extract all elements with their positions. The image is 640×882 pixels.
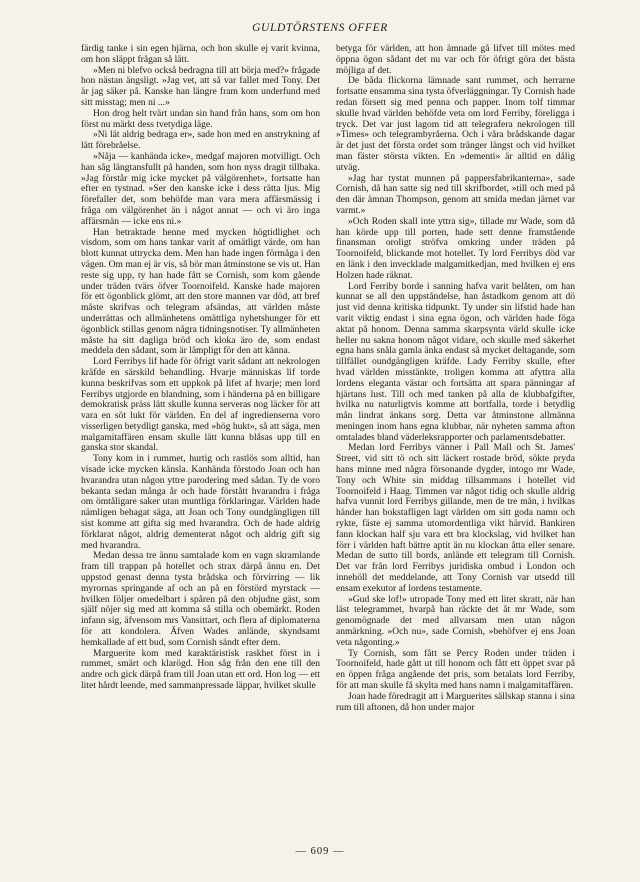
paragraph: Medan dessa tre ännu samtalade kom en vagn skramlande fram till trappan på hotellet och strax därpå ännu en. Det uppstod genast denna tysta brådska och förvirring — lik myrornas springande af och an på en förstörd myrstack — hvilken följer omedelbart i spåren på den objudne gäst, som själf nöjer sig med att komma så stilla och obemärkt. Roden infann sig, äfvensom mrs Vansittart, och flera af diplomaterna för att kondolera. Äfven Wades anlände, skyndsamt hemkallade af ett bud, som Cornish sändt efter dem. — [81, 550, 320, 648]
page-number: — 609 — — [295, 846, 345, 857]
paragraph: Medan lord Ferribys vänner i Pall Mall och St. James' Street, vid sitt tö och sitt läckert rostade bröd, sökte pryda hans minne med några försonande dygder, intogo mr Wade, Tony och White sin middag tillsammans i hotellet vid Toornoifeld i Haag. Timmen var något tidig och skulle aldrig hafva vunnit lord Ferribys gillande, men de tre män, i hvilkas händer han bokstafligen lagt världen om sitt goda namn och rykte, fäste ej samma utomordentliga vikt härvid. Bankiren fann klockan half sju vara ett bra klockslag, vid hvilket han förr i världen haft bättre aptit än nu klockan åtta eller senare. Medan de sutto till bords, anlände ett telegram till Cornish. Det var från lord Ferribys juridiska ombud i London och innehöll det meddelande, att Tony Cornish var utsedd till ensam exekutor af lordens testamente. — [336, 442, 575, 594]
left-column — [81, 44, 320, 837]
right-column — [336, 44, 575, 837]
paragraph: »Nåja — kanhända icke», medgaf majoren motvilligt. Och han såg längtansfullt på handen, som hon nyss dragit tillbaka. »Jag förstår mig icke mycket på välgörenhet», fortsatte han efter en tystnad. »Ser den kanske icke i dess rätta ljus. Mig förefaller det, som behöfde man vara mera affärsmässig i fråga om välgörenhet än i något annat — och vi äro inga affärsmän — icke ens ni.» — [81, 150, 320, 227]
paragraph: Ty Cornish, som fått se Percy Roden under träden i Toornoifeld, hade gått ut till honom och fått ett öppet svar på en öppen fråga angående det pris, som betalats lord Ferriby, för att man skulle få skylta med hans namn i malgamitaffären. — [336, 647, 575, 692]
text-columns — [81, 44, 575, 837]
paragraph: Joan hade föredragit att i Marguerites sällskap stanna i sina rum till aftonen, då hon under major — [336, 690, 575, 713]
paragraph: Hon drog helt tvärt undan sin hand från hans, som om hon först nu märkt dess tvetydiga läge. — [81, 107, 320, 130]
paragraph: Tony kom in i rummet, hurtig och rastlös som alltid, han visade icke mycken känsla. Kanhända förstodo Joan och han hvarandra utan någon yttre parodering med sådan. Ty de voro bekanta sedan många år och hade förstått hvarandra i fråga om ömtåligare saker utan muntliga förklaringar. Världen hade nämligen behagat säga, att Joan och Tony oundgängligen till sist komme att gifta sig med hvarandra. Och de hade aldrig förklarat något, aldrig dementerat något och aldrig gift sig med hvarandra. — [81, 453, 320, 551]
paragraph: »Jag har tystat munnen på pappersfabrikanterna», sade Cornish, då han satte sig ned till skrifbordet, »till och med på den där ämnan Thompson, genom att smida medan järnet var varmt.» — [336, 172, 575, 216]
page-header: GULDTÖRSTENS OFFER — [252, 22, 388, 34]
paragraph: färdig tanke i sin egen hjärna, och hon skulle ej varit kvinna, om hon släppt frågan så lätt. — [81, 44, 320, 65]
paragraph: »Men ni blefvo också bedragna till att börja med?» frågade hon nästan ängsligt. »Jag vet, att så var fallet med Tony. Det är jag säker på. Kanske han längre fram kom underfund med sitt misstag; men ni ...» — [81, 64, 320, 108]
paragraph: Marguerite kom med karaktäristisk raskhet först in i rummet, smärt och klarögd. Hon såg från den ene till den andre och gick därpå fram till Joan utan ett ord. Hon log — ett litet hårdt leende, med sammanpressade läppar, hvilket skulle — [81, 647, 320, 692]
paragraph: De båda flickorna lämnade sant rummet, och herrarne fortsatte ensamma sina tysta öfverläggningar. Ty Cornish hade redan försett sig med penna och papper. Inom tolf timmar skulle hvad världen behöfde veta om lord Ferriby, föreligga i tryck. Det var just lagom tid att telegrafera nekrologen till »Times» och telegrambyråerna. Och i våra brådskande dagar är det just det första ordet som tränger längst och vid hvilket man fäster största vikten. En »dementi» är alltid en dålig utväg. — [336, 75, 575, 173]
paragraph: Lord Ferriby borde i sanning hafva varit belåten, om han kunnat se all den uppståndelse, han åstadkom genom att dö just vid denna kritiska tidpunkt. Ty under sin lifstid hade han varit viktig endast i sina egna ögon, och världen hade föga aktat på honom. Denna samma skarpsynta värld skulle icke heller nu sakna honom något vidare, och skulle med säkerhet egna hans snåla gamla änka endast så mycket deltagande, som tillfället oundgängligen kräfde. Lady Ferriby skulle, efter hvad världen misstänkte, troligen komma att afyttra alla lordens eleganta västar och fortsätta att spara pänningar af hjärtans lust. Till och med tanken på alla de klubbafgifter, hvilka nu naturligtvis komme att bortfalla, torde i betydlig mån lindrat änkans sorg. Detta var åtminstone allmänna meningen inom hans egna klubbar, när nyheten samma afton omtalades bland väderleksrapporter och parlamentsdebatter. — [336, 280, 575, 443]
paragraph: »Och Roden skall inte yttra sig», tillade mr Wade, som då han körde upp till porten, hade sett denne framstående finansman oroligt ströfva omkring under träden på Toornoifeld, blickande mot hotellet. Ty lord Ferribys död var en länk i den invecklade malgamitkedjan, med hvilken ej ens Holzen hade räknat. — [336, 215, 575, 281]
paragraph: »Gud ske lof!» utropade Tony med ett litet skratt, när han läst telegrammet, hvarpå han räckte det åt mr Wade, som genomögnade det med allvarsam men utan någon anmärkning. »Och nu», sade Cornish, »behöfver ej ens Joan veta någonting.» — [336, 593, 575, 648]
paragraph: Lord Ferribys lif hade för öfrigt varit sådant att nekrologen kräfde en särskild behandling. Hvarje människas lif torde kunna beskrifvas som ett uppkok på lifet af hvarje; men lord Ferribys utgjorde en blandning, som i händerna på en billigare demokratisk präss lätt skulle kunna serveras nog läcker för att vara en söt lukt för världen. En del af ingredienserna voro visserligen betydligt ganska, med »hög hukt», så att säga, men malgamitaffären ensam skulle lätt kunna blåsas upp till en ganska stor skandal. — [81, 356, 320, 454]
paragraph: Han betraktade henne med mycken högtidlighet och visdom, som om hans tankar varit af omätligt värde, om han blott kunnat uttrycka dem. Men han hade ingen förmåga i den vägen. Om man ej är vis, så bör man åtminstone se vis ut. Han reste sig upp, ty han hade fått se Cornish, som kom gående under träden tvärs öfver Toornoifeld. Kanske hade majoren för ett ögonblick glömt, att den store mannen var död, att bref måste skrifvas och telegram afsändas, att världen måste underrättas och allmänhetens omättliga nyhetshunger för ett ögonblick stillas genom några tidningsnotiser. Ty allmänheten måste ha sitt dagliga bröd och kloka äro de, som endast meddela den sådant, som är lämpligt för den att känna. — [81, 226, 320, 357]
paragraph: »Ni lät aldrig bedraga er», sade hon med en anstrykning af lätt förebråelse. — [81, 129, 320, 152]
paragraph: betyga för världen, att hon ämnade gå lifvet till mötes med öppna ögon sådant det nu var och för öfrigt göra det bästa möjliga af det. — [336, 44, 575, 76]
